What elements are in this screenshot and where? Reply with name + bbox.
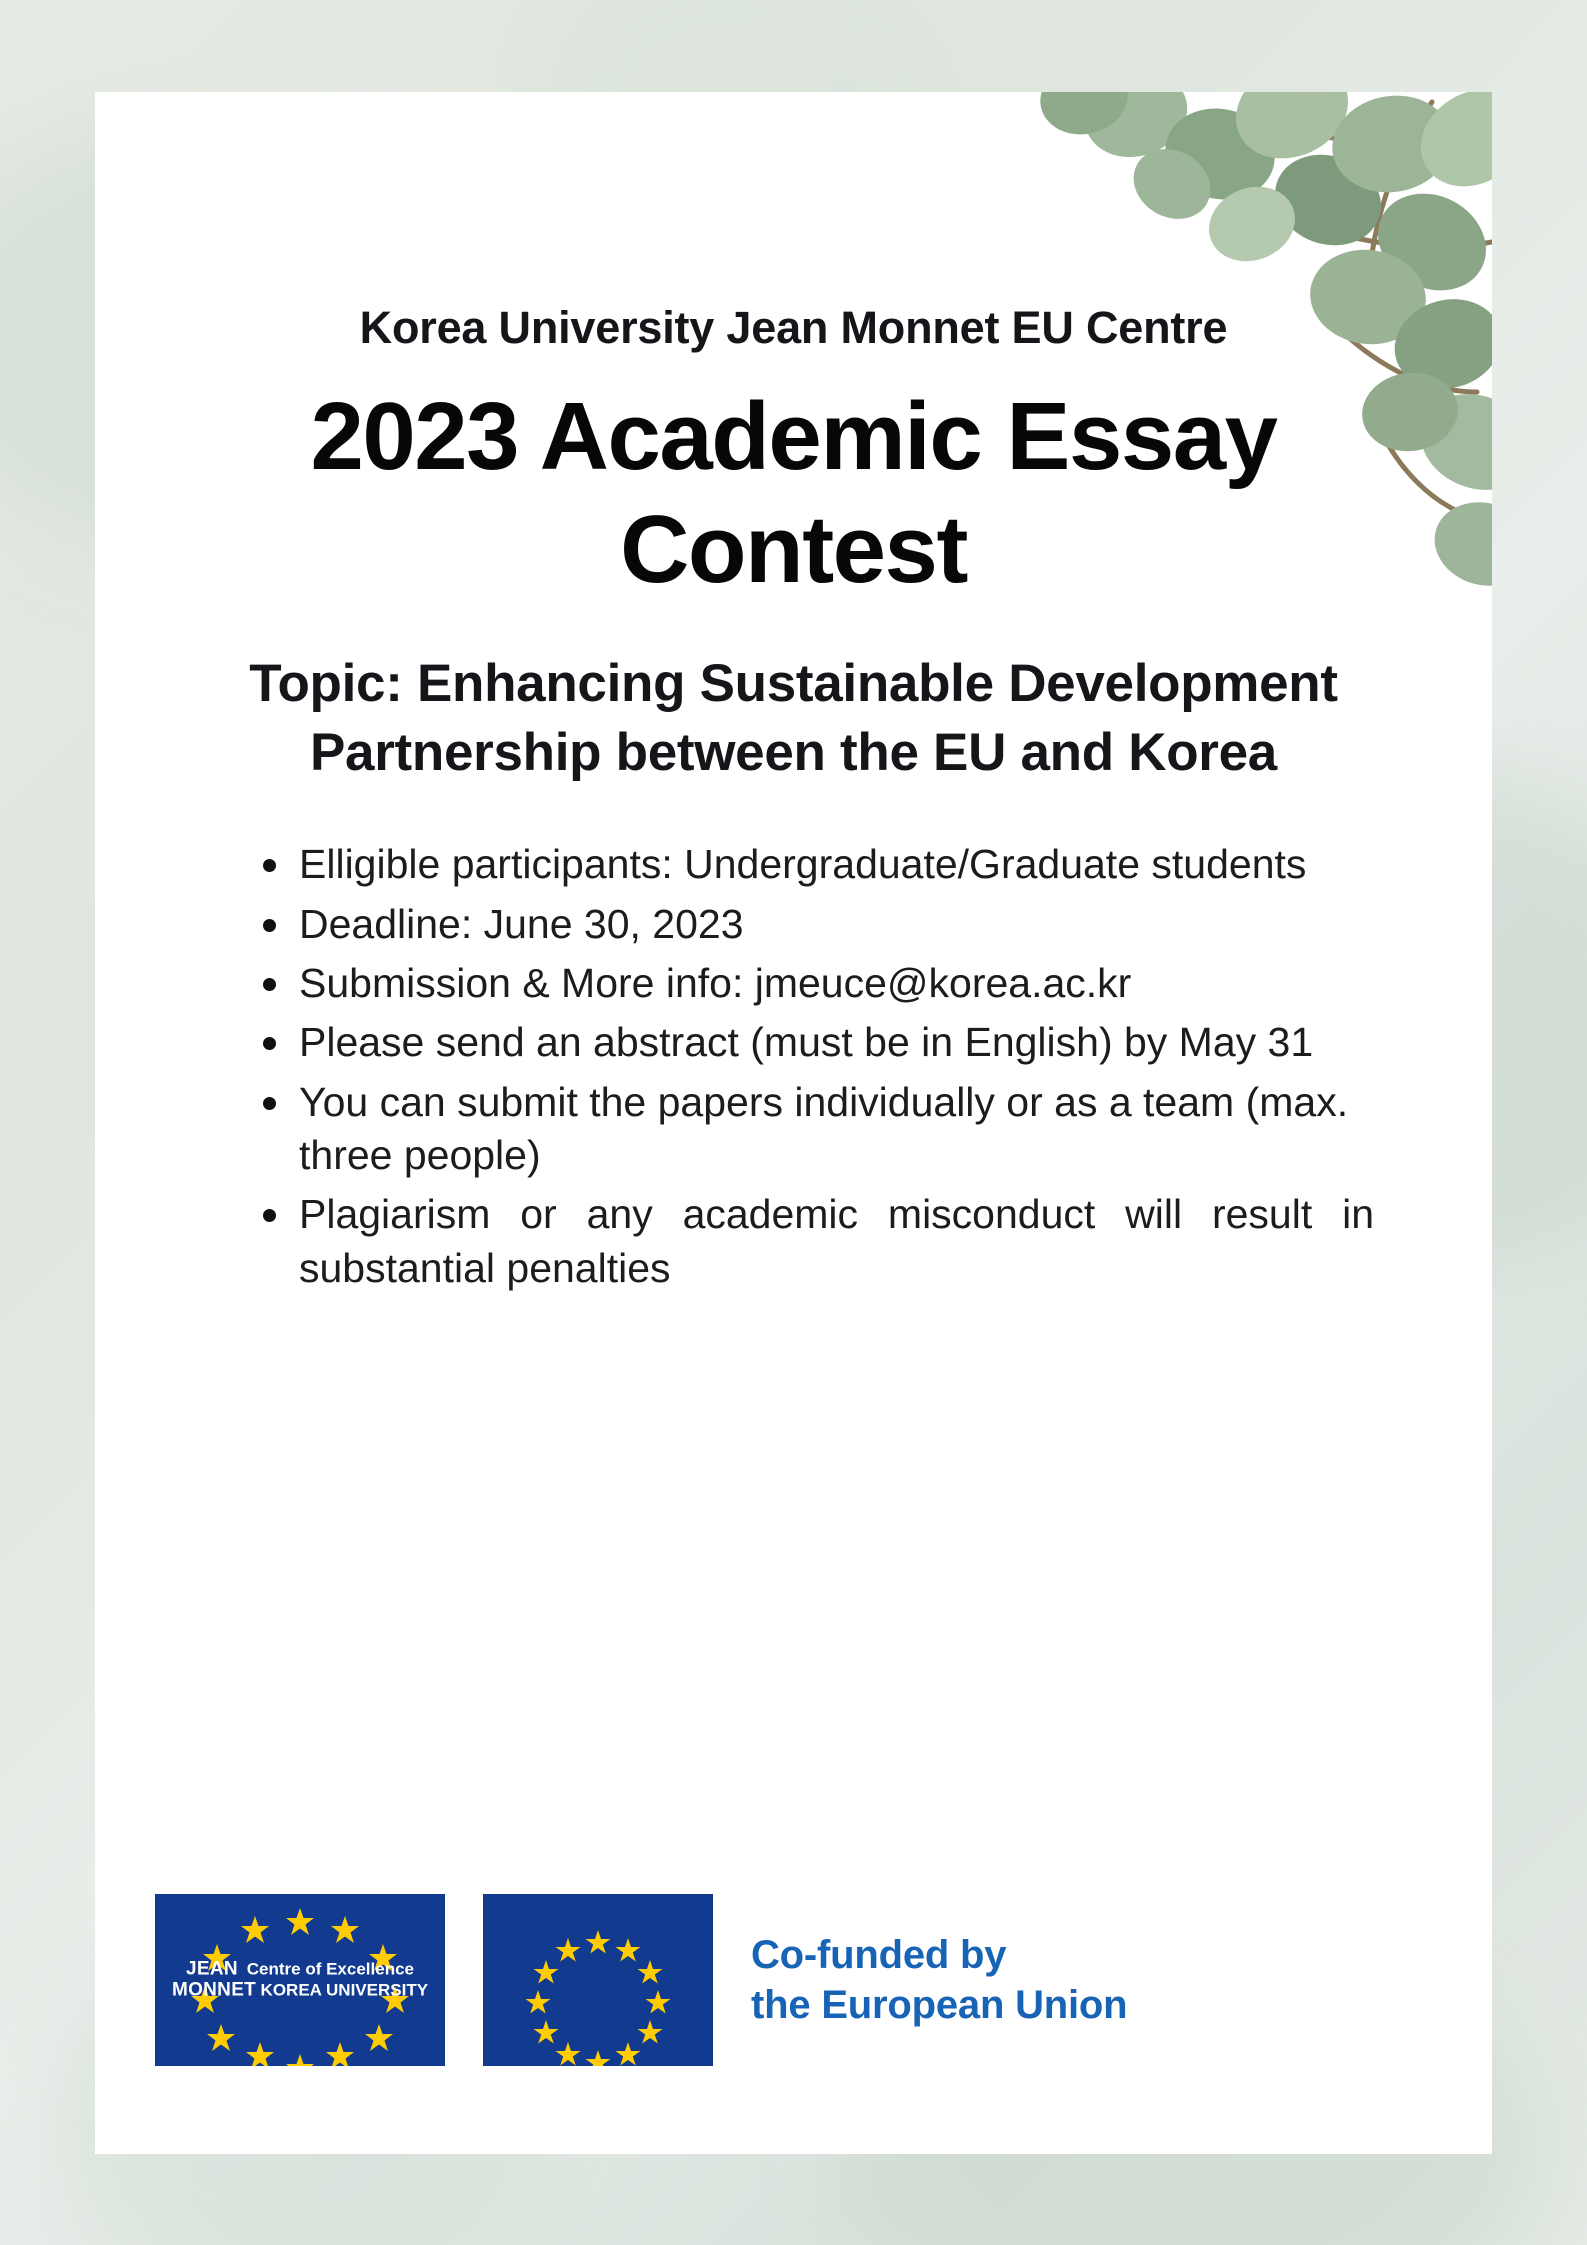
logo-row [95, 1894, 1492, 2066]
details-list [155, 838, 1432, 1294]
contest-topic: Topic: Enhancing Sustainable Development Partnership between the EU and Korea [249, 653, 1338, 783]
page-title: 2023 Academic Essay Contest [310, 383, 1277, 604]
poster-content [95, 92, 1492, 1301]
jm-line-3: Centre of Excellence [246, 1959, 415, 1979]
list-item: You can submit the papers individually or as a team (max. three people) [255, 1076, 1374, 1183]
jean-monnet-logo-text [172, 1959, 428, 2002]
cofunded-line-2: the European Union [751, 1983, 1128, 2027]
poster-card [95, 92, 1492, 2154]
list-item: Elligible participants: Undergraduate/Graduate students [255, 838, 1374, 891]
list-item: Plagiarism or any academic misconduct will result in substantial penalties [255, 1188, 1374, 1295]
eu-flag-icon [483, 1894, 713, 2066]
list-item: Deadline: June 30, 2023 [255, 898, 1374, 951]
jm-line-2: MONNET [171, 1980, 257, 2001]
jean-monnet-logo [155, 1894, 445, 2066]
jm-line-1: JEAN [185, 1958, 238, 1980]
organization-title: Korea University Jean Monnet EU Centre [359, 302, 1228, 353]
list-item: Submission & More info: jmeuce@korea.ac.kr [255, 957, 1374, 1010]
cofunded-line-1: Co-funded by [751, 1932, 1007, 1977]
jm-line-4: KOREA UNIVERSITY [260, 1981, 429, 2000]
cofunded-label [751, 1930, 1127, 2031]
list-item: Please send an abstract (must be in English) by May 31 [255, 1016, 1374, 1069]
